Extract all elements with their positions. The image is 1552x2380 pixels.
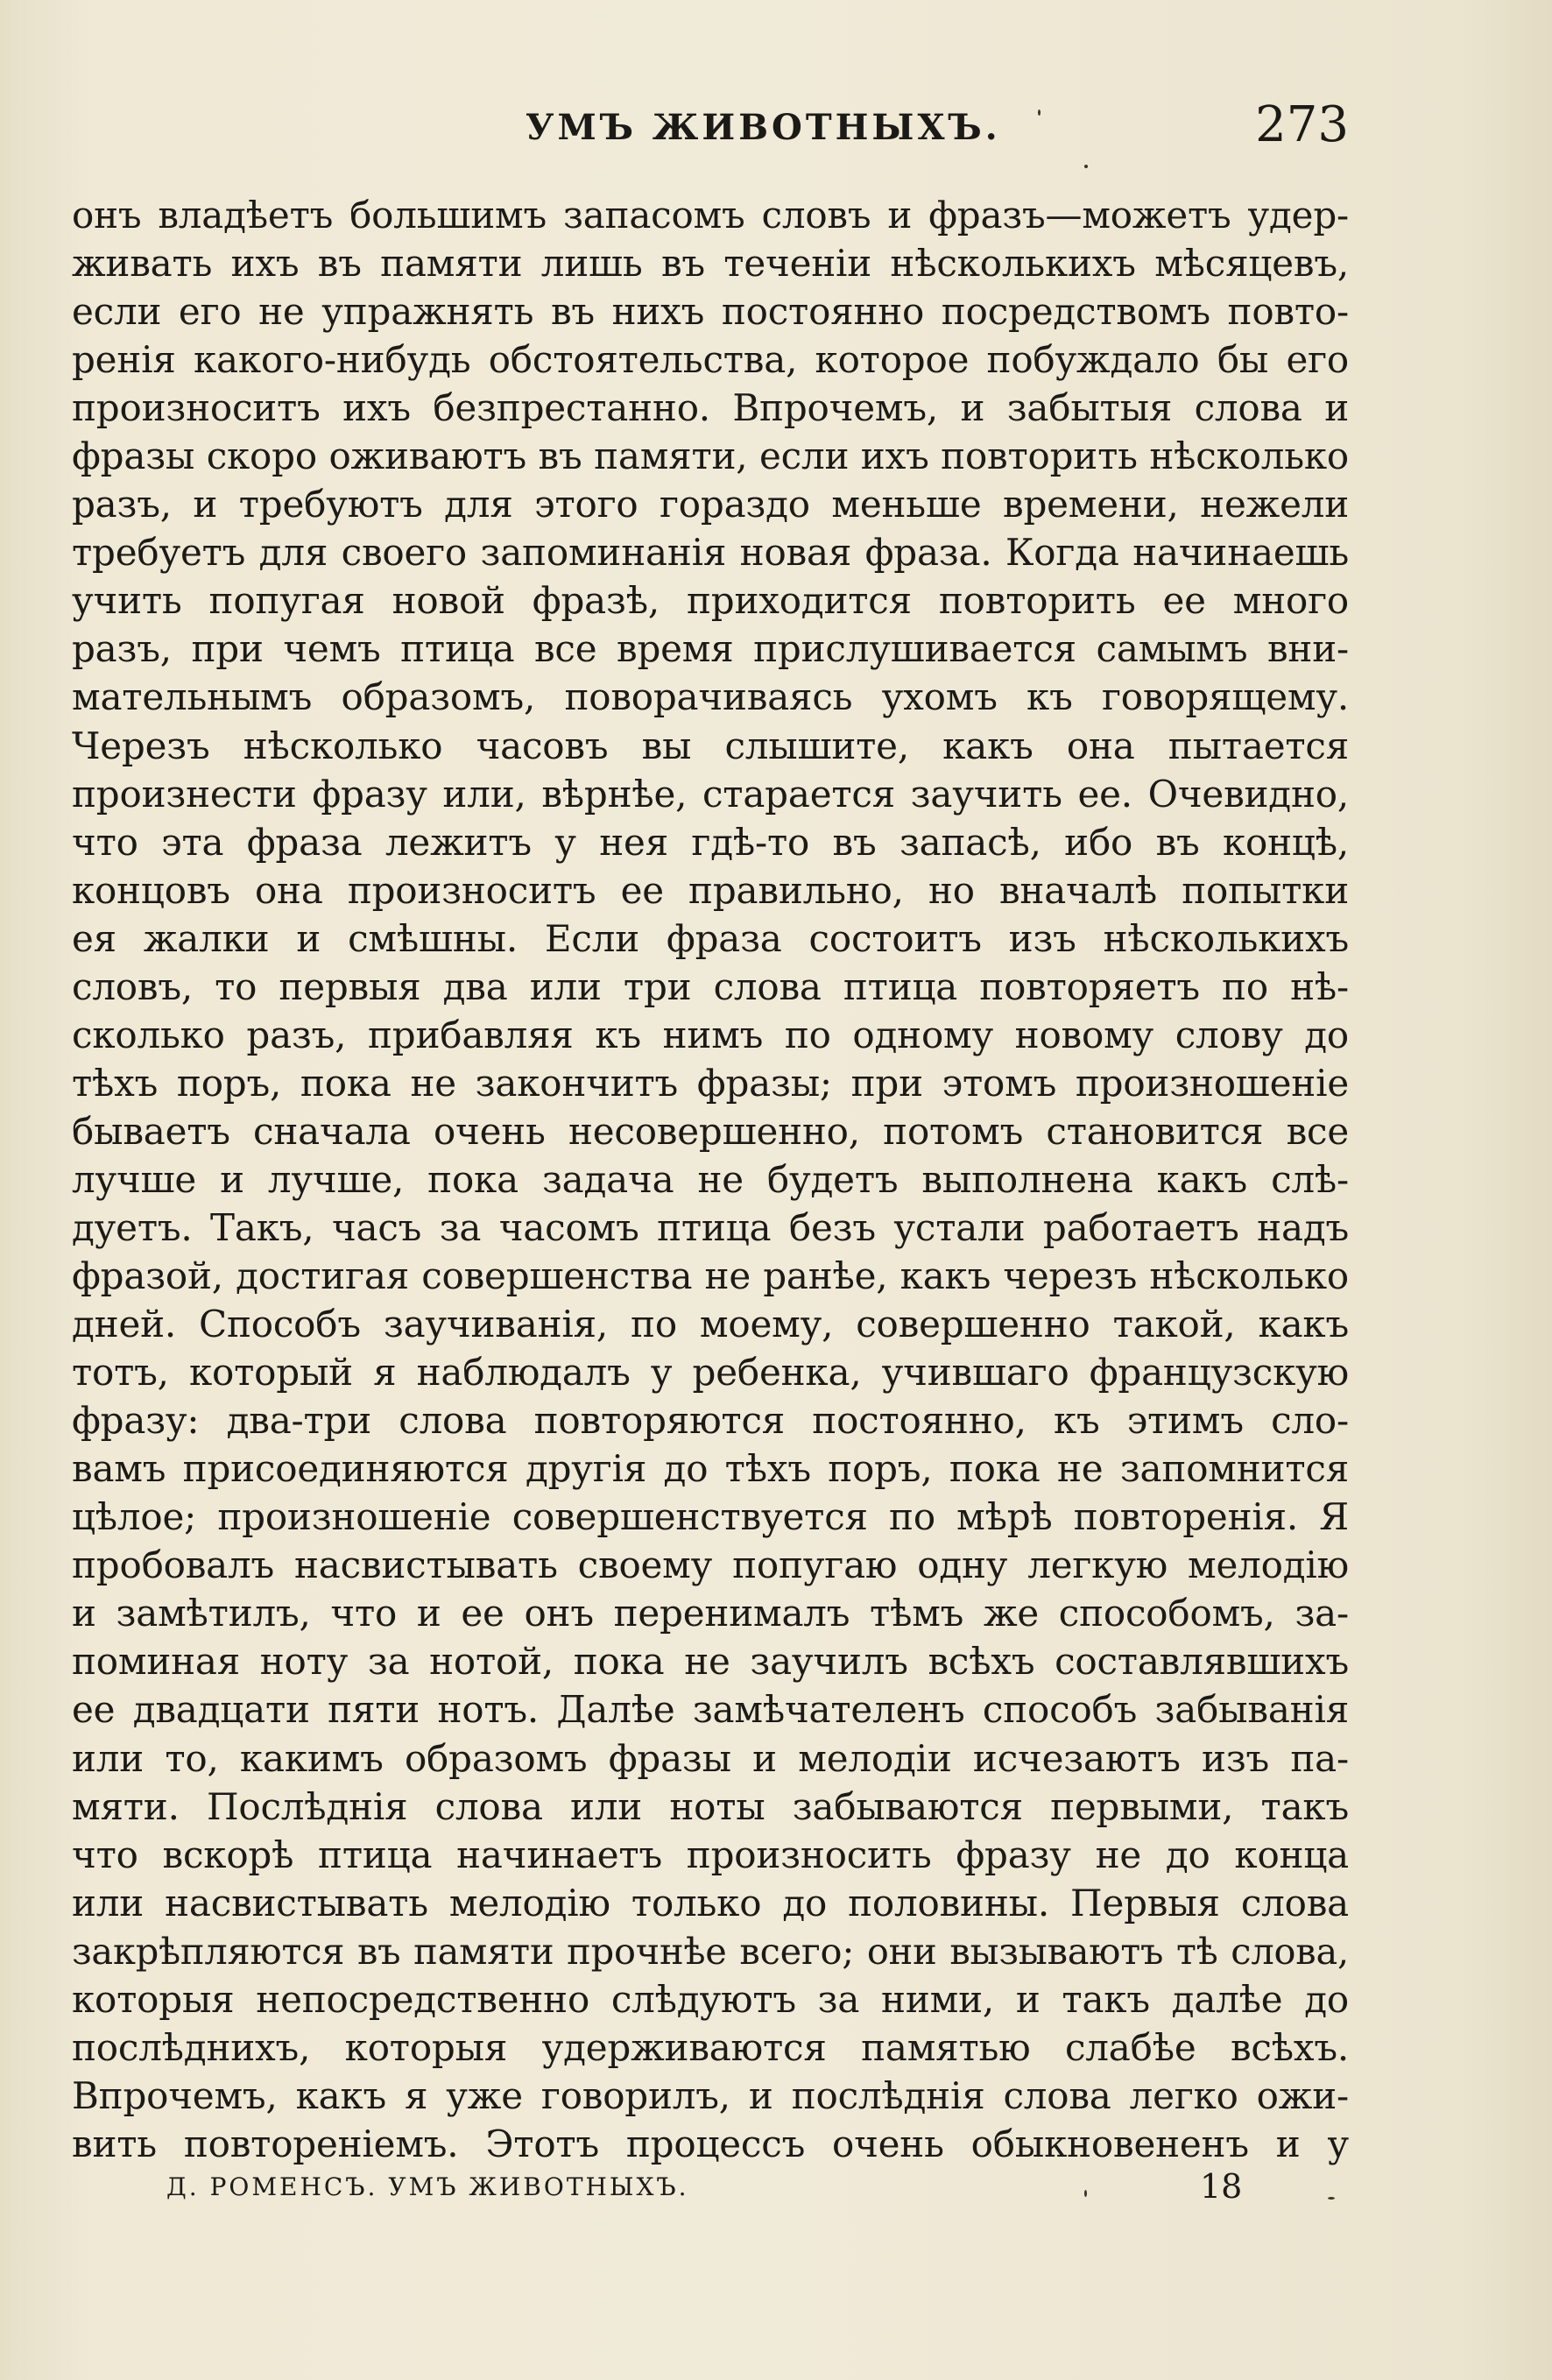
text-line: если его не упражнять въ нихъ постоянно посредствомъ повто- — [72, 290, 1349, 334]
text-line: фразы скоро оживаютъ въ памяти, если ихъ повторить нѣсколько — [72, 434, 1349, 478]
text-line: лучше и лучше, пока задача не будетъ выполнена какъ слѣ- — [72, 1157, 1349, 1201]
text-line: учить попугая новой фразѣ, приходится повторить ее много — [72, 579, 1349, 623]
text-line: что вскорѣ птица начинаетъ произносить фразу не до конца — [72, 1833, 1349, 1876]
text-line: которыя непосредственно слѣдуютъ за ними, и такъ далѣе до — [72, 1977, 1349, 2021]
text-line: произноситъ ихъ безпрестанно. Впрочемъ, и забытыя слова и — [72, 386, 1349, 430]
text-line: поминая ноту за нотой, пока не заучилъ всѣхъ составлявшихъ — [72, 1640, 1349, 1684]
text-line: тотъ, который я наблюдалъ у ребенка, учившаго французскую — [72, 1351, 1349, 1395]
page-footer — [70, 2167, 1349, 2216]
text-line: ея жалки и смѣшны. Если фраза состоитъ изъ нѣсколькихъ — [72, 916, 1349, 960]
text-line: фразой, достигая совершенства не ранѣе, какъ черезъ нѣсколько — [72, 1254, 1349, 1298]
paper-speck — [1328, 2197, 1335, 2200]
text-line: сколько разъ, прибавляя къ нимъ по одному новому слову до — [72, 1013, 1349, 1056]
text-line: ренія какого-нибудь обстоятельства, которое побуждало бы его — [72, 338, 1349, 382]
text-line: словъ, то первыя два или три слова птица повторяетъ по нѣ- — [72, 964, 1349, 1008]
page-number: 273 — [1255, 96, 1349, 153]
text-line: или то, какимъ образомъ фразы и мелодіи исчезаютъ изъ па- — [72, 1736, 1349, 1780]
text-line: мяти. Послѣднія слова или ноты забываются первыми, такъ — [72, 1784, 1349, 1828]
text-line: дуетъ. Такъ, часъ за часомъ птица безъ устали работаетъ надъ — [72, 1205, 1349, 1249]
text-line: Черезъ нѣсколько часовъ вы слышите, какъ она пытается — [72, 724, 1349, 767]
text-line: или насвистывать мелодію только до половины. Первыя слова — [72, 1881, 1349, 1924]
text-line: и замѣтилъ, что и ее онъ перенималъ тѣмъ же способомъ, за- — [72, 1592, 1349, 1635]
running-head: УМЪ ЖИВОТНЫХЪ. — [526, 107, 1001, 148]
text-line: концовъ она произноситъ ее правильно, но вначалѣ попытки — [72, 868, 1349, 912]
text-line: онъ владѣетъ большимъ запасомъ словъ и фразъ—можетъ удер- — [72, 194, 1349, 237]
text-line: фразу: два-три слова повторяются постоянно, къ этимъ сло- — [72, 1399, 1349, 1443]
text-line: разъ, при чемъ птица все время прислушивается самымъ вни- — [72, 627, 1349, 671]
text-line: живать ихъ въ памяти лишь въ теченіи нѣсколькихъ мѣсяцевъ, — [72, 242, 1349, 286]
paper-speck — [1084, 165, 1088, 168]
text-line: ее двадцати пяти нотъ. Далѣе замѣчателенъ способъ забыванія — [72, 1688, 1349, 1732]
text-line: что эта фраза лежитъ у нея гдѣ-то въ запасѣ, ибо въ концѣ, — [72, 820, 1349, 864]
paper-speck — [1038, 109, 1041, 116]
text-line: бываетъ сначала очень несовершенно, потомъ становится все — [72, 1109, 1349, 1153]
paper-speck — [1084, 2190, 1087, 2197]
text-line: дней. Способъ заучиванія, по моему, совершенно такой, какъ — [72, 1303, 1349, 1346]
text-line: тѣхъ поръ, пока не закончитъ фразы; при этомъ произношеніе — [72, 1061, 1349, 1105]
text-line: пробовалъ насвистывать своему попугаю одну легкую мелодію — [72, 1543, 1349, 1587]
text-line: закрѣпляются въ памяти прочнѣе всего; они вызываютъ тѣ слова, — [72, 1929, 1349, 1973]
text-line: мательнымъ образомъ, поворачиваясь ухомъ къ говорящему. — [72, 675, 1349, 719]
text-line: Впрочемъ, какъ я уже говорилъ, и послѣднія слова легко ожи- — [72, 2073, 1349, 2117]
text-line: цѣлое; произношеніе совершенствуется по мѣрѣ повторенія. Я — [72, 1495, 1349, 1539]
text-line: послѣднихъ, которыя удерживаются памятью слабѣе всѣхъ. — [72, 2025, 1349, 2069]
page-header — [70, 96, 1349, 158]
body-text — [72, 191, 1349, 2168]
printer-signature: Д. РОМЕНСЪ. УМЪ ЖИВОТНЫХЪ. — [166, 2172, 689, 2201]
text-line: требуетъ для своего запоминанія новая фраза. Когда начинаешь — [72, 531, 1349, 575]
text-line: разъ, и требуютъ для этого гораздо меньше времени, нежели — [72, 483, 1349, 526]
text-line: произнести фразу или, вѣрнѣе, старается заучить ее. Очевидно, — [72, 772, 1349, 816]
sheet-number: 18 — [1200, 2167, 1243, 2206]
text-line: вамъ присоединяются другія до тѣхъ поръ, пока не запомнится — [72, 1447, 1349, 1491]
text-line: вить повтореніемъ. Этотъ процессъ очень обыкновененъ и у — [72, 2122, 1349, 2165]
